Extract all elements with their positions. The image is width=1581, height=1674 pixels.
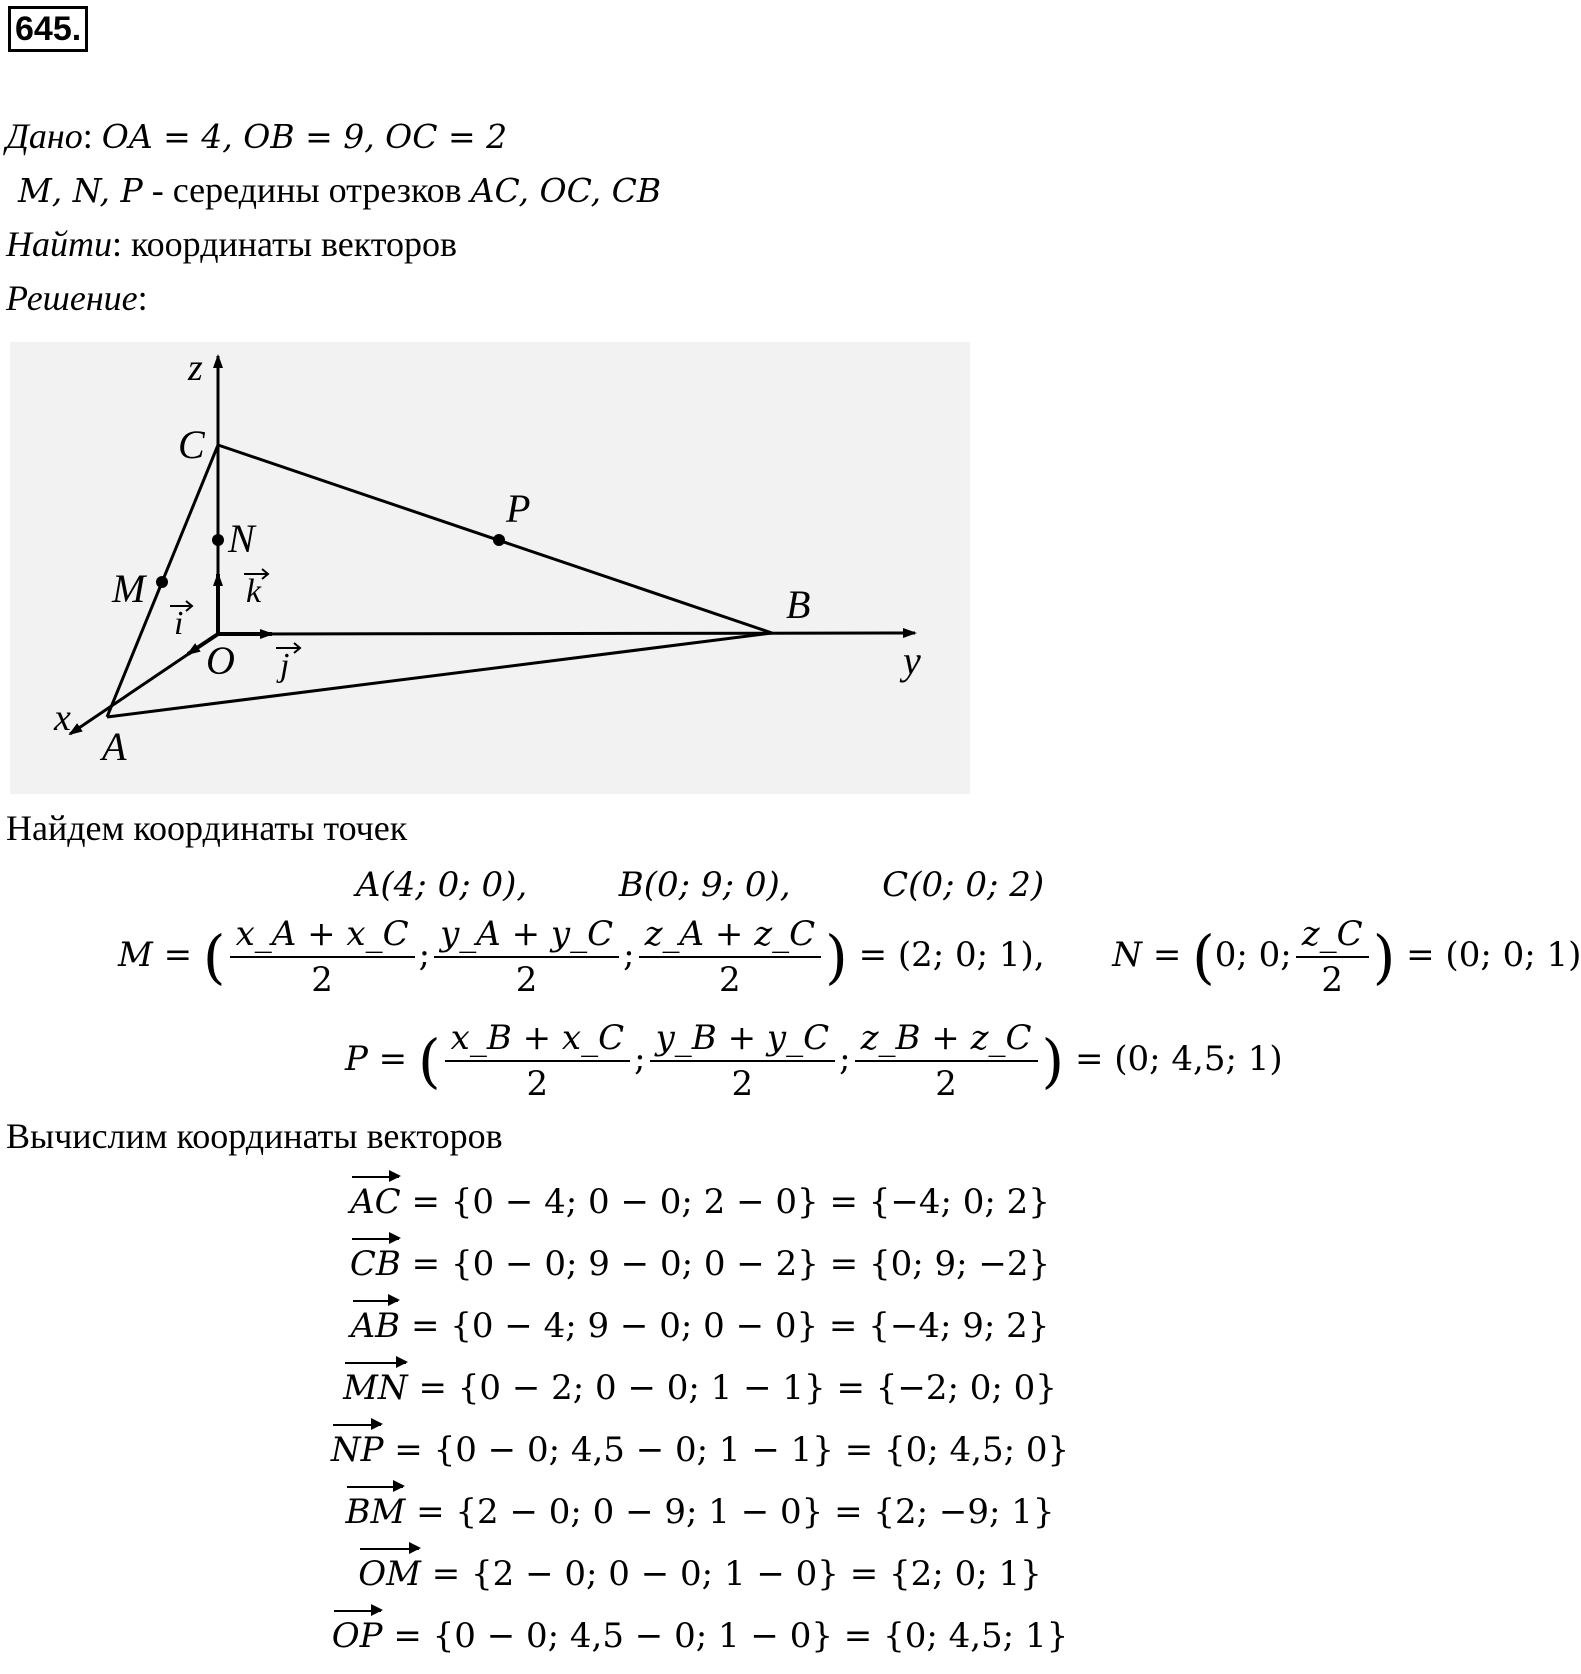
midpoints-segments: AC, OC, CB (470, 171, 662, 210)
vector-name: CB (349, 1244, 401, 1284)
vector-expr: = {0 − 4; 9 − 0; 0 − 0} = {−4; 9; 2} (410, 1306, 1050, 1346)
label-O: O (206, 638, 235, 683)
formula-P-lhs: P = (345, 1039, 408, 1079)
vector-name: OP (331, 1616, 383, 1656)
vector-name: MN (343, 1368, 408, 1408)
vector-expr: = {0 − 0; 9 − 0; 0 − 2} = {0; 9; −2} (411, 1244, 1051, 1284)
formula-M-num3: z_A + z_C (639, 912, 822, 958)
formula-N-num: z_C (1296, 912, 1369, 958)
label-y: y (903, 638, 921, 683)
formula-M-num2: y_A + y_C (434, 912, 619, 958)
point-M (156, 576, 168, 588)
formula-P-result: = (0; 4,5; 1) (1074, 1039, 1283, 1079)
formula-M-den1: 2 (311, 960, 333, 1000)
label-x: x (54, 697, 71, 739)
vector-expr: = {0 − 0; 4,5 − 0; 1 − 1} = {0; 4,5; 0} (394, 1430, 1070, 1470)
vector-row (0, 1304, 1400, 1348)
formula-N-result: = (0; 0; 1) (1406, 935, 1581, 975)
vector-name: AB (350, 1306, 401, 1346)
vector-expr: = {2 − 0; 0 − 9; 1 − 0} = {2; −9; 1} (416, 1492, 1055, 1532)
given-label: Дано (6, 116, 83, 156)
formula-P-den2: 2 (731, 1064, 754, 1104)
vector-expr: = {0 − 4; 0 − 0; 2 − 0} = {−4; 0; 2} (411, 1182, 1050, 1222)
points-row (0, 860, 1400, 910)
label-i: i (174, 605, 184, 642)
point-A-coords: A(4; 0; 0), (355, 865, 528, 905)
vector-name: OM (358, 1554, 421, 1594)
vector-name: NP (330, 1430, 384, 1470)
formula-P-num1: x_B + x_C (445, 1016, 630, 1062)
vector-row (0, 1428, 1400, 1472)
vectors-heading: Вычислим координаты векторов (6, 1116, 503, 1156)
label-N: N (228, 516, 255, 561)
vector-row (0, 1490, 1400, 1534)
vector-name: BM (345, 1492, 406, 1532)
find-text: : координаты векторов (112, 224, 458, 264)
formula-N-lhs: N = (1112, 935, 1182, 975)
vector-row (0, 1180, 1400, 1224)
points-heading: Найдем координаты точек (6, 808, 408, 848)
midpoints-text: - середины отрезков (142, 170, 471, 210)
vector-row (0, 1366, 1400, 1410)
solution-label: Решение (6, 278, 138, 318)
solution-line: Решение: (6, 278, 148, 318)
point-N (212, 534, 224, 546)
formula-M-den3: 2 (719, 960, 741, 1000)
vector-row (0, 1552, 1400, 1596)
point-C-coords: C(0; 0; 2) (882, 865, 1045, 905)
formula-P-den3: 2 (935, 1064, 957, 1104)
label-k: k (246, 573, 262, 610)
label-C: C (178, 422, 205, 467)
formula-M-num1: x_A + x_C (230, 912, 415, 958)
formula-P-den1: 2 (526, 1064, 549, 1104)
label-B: B (786, 582, 811, 627)
formula-N-den: 2 (1321, 960, 1344, 1000)
figure-svg (10, 342, 970, 794)
label-z: z (188, 347, 203, 389)
given-line: Дано: OA = 4, OB = 9, OC = 2 (6, 116, 508, 156)
vector-name: AC (350, 1182, 401, 1222)
point-P (493, 534, 505, 546)
find-label: Найти (6, 224, 112, 264)
vector-expr: = {0 − 2; 0 − 0; 1 − 1} = {−2; 0; 0} (418, 1368, 1057, 1408)
label-j: j (280, 647, 290, 684)
midpoints-line (18, 168, 661, 213)
formula-P-num2: y_B + y_C (650, 1016, 836, 1062)
given-values: OA = 4, OB = 9, OC = 2 (101, 117, 508, 156)
label-A: A (102, 724, 127, 769)
find-line (6, 222, 457, 266)
formula-P-num3: z_B + z_C (855, 1016, 1038, 1062)
geometry-figure (10, 342, 970, 794)
formula-M-N-row: M = ( $\frac{x\_A + x\_C}{2}$ ; $\frac{y\_A + y\_C}{2}$ ; $\frac{z\_A + z\_C}{2}$ ) = (2; 0; 1), N = (0; 0; $\frac{z\_C}{2}$ ) = (0; 0; 1) (118, 914, 1581, 1000)
midpoints-points: M, N, P (18, 171, 143, 210)
formula-N-pre: 0; 0; (1214, 935, 1292, 975)
formula-M-result: = (2; 0; 1), (858, 935, 1045, 975)
label-M: M (112, 566, 146, 611)
vector-row (0, 1614, 1400, 1658)
vector-row (0, 1242, 1400, 1286)
point-B-coords: B(0; 9; 0), (618, 865, 791, 905)
formula-M-den2: 2 (515, 960, 538, 1000)
label-P: P (506, 486, 531, 531)
vector-expr: = {0 − 0; 4,5 − 0; 1 − 0} = {0; 4,5; 1} (393, 1616, 1069, 1656)
problem-number: 645. (8, 6, 88, 52)
formula-P-row: P = ( $\frac{x\_B + x\_C}{2}$ ; $\frac{y\_B + y\_C}{2}$ ; $\frac{z\_B + z\_C}{2}$ ) = (0; 4,5; 1) (345, 1018, 1283, 1104)
vector-expr: = {2 − 0; 0 − 0; 1 − 0} = {2; 0; 1} (431, 1554, 1042, 1594)
formula-M-lhs: M = (118, 935, 193, 975)
y-axis (218, 633, 915, 634)
